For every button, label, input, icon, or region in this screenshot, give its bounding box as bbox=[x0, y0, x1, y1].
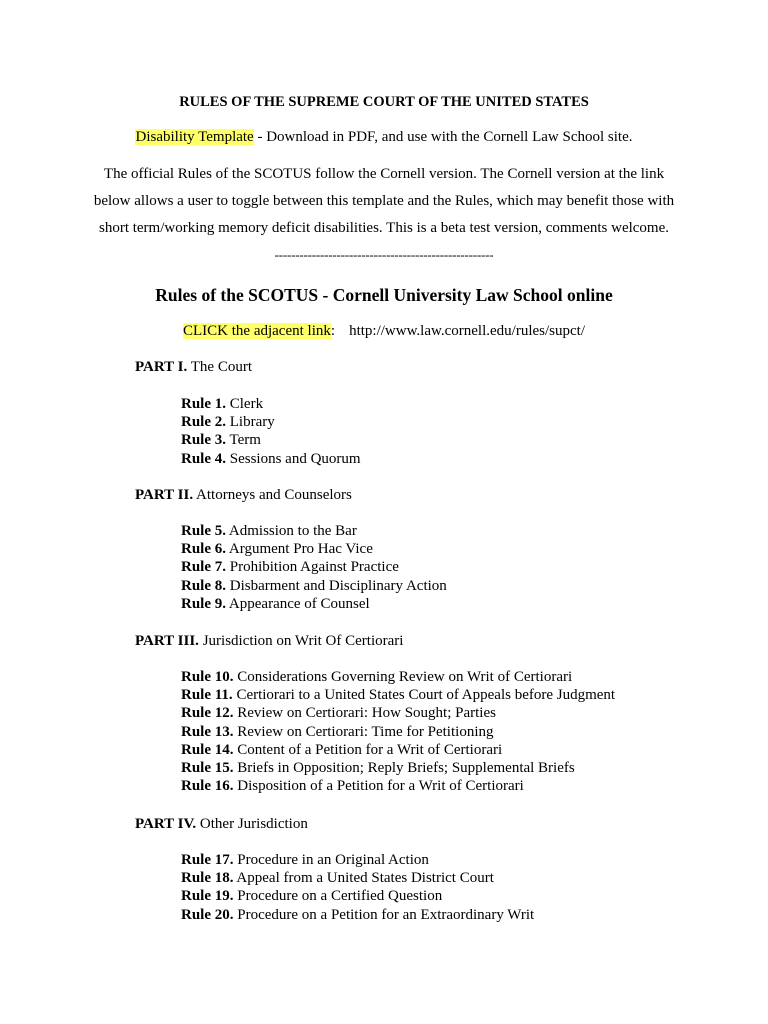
rule-number: Rule 20. bbox=[181, 906, 234, 923]
document-title: RULES OF THE SUPREME COURT OF THE UNITED STATES bbox=[179, 94, 589, 110]
rule-item bbox=[181, 450, 361, 468]
rule-number: Rule 7. bbox=[181, 559, 226, 576]
rule-item bbox=[181, 686, 615, 704]
rule-number: Rule 1. bbox=[181, 396, 226, 412]
rule-number: Rule 16. bbox=[181, 778, 234, 795]
part-2-heading bbox=[135, 486, 352, 504]
rule-title: Argument Pro Hac Vice bbox=[226, 541, 373, 558]
rule-item bbox=[181, 431, 361, 449]
rule-title: Clerk bbox=[226, 396, 264, 412]
rule-number: Rule 13. bbox=[181, 723, 234, 740]
rule-title: Disposition of a Petition for a Writ of Certiorari bbox=[233, 778, 524, 795]
rule-title: Certiorari to a United States Court of Appeals before Judgment bbox=[232, 687, 616, 704]
rule-number: Rule 17. bbox=[181, 852, 234, 868]
part-2-rule-list bbox=[181, 522, 447, 613]
rule-title: Procedure in an Original Action bbox=[233, 852, 429, 868]
rule-number: Rule 19. bbox=[181, 888, 234, 905]
disability-template-link[interactable]: Disability Template bbox=[135, 129, 254, 145]
rule-number: Rule 15. bbox=[181, 759, 234, 776]
cornell-url-link[interactable]: http://www.law.cornell.edu/rules/supct/ bbox=[349, 323, 585, 339]
rule-title: Term bbox=[226, 432, 261, 449]
rule-number: Rule 4. bbox=[181, 450, 226, 467]
rule-title: Considerations Governing Review on Writ of Certiorari bbox=[233, 669, 573, 685]
rule-number: Rule 12. bbox=[181, 705, 234, 722]
rule-title: Appeal from a United States District Court bbox=[233, 870, 494, 887]
rule-number: Rule 2. bbox=[181, 414, 226, 431]
rule-title: Disbarment and Disciplinary Action bbox=[226, 577, 447, 594]
rule-number: Rule 10. bbox=[181, 669, 234, 685]
rule-title: Library bbox=[226, 414, 275, 431]
rule-number: Rule 5. bbox=[181, 523, 226, 539]
rule-number: Rule 18. bbox=[181, 870, 234, 887]
rule-title: Content of a Petition for a Writ of Certiorari bbox=[233, 741, 503, 758]
rule-title: Briefs in Opposition; Reply Briefs; Supplemental Briefs bbox=[233, 759, 575, 776]
rule-title: Admission to the Bar bbox=[226, 523, 357, 539]
part-title: Attorneys and Counselors bbox=[193, 487, 352, 503]
rule-title: Prohibition Against Practice bbox=[226, 559, 399, 576]
click-link-line bbox=[0, 321, 768, 341]
rule-item bbox=[181, 759, 615, 777]
click-link-colon: : bbox=[330, 323, 336, 339]
part-label: PART III. bbox=[135, 633, 199, 649]
part-title: Jurisdiction on Writ Of Certiorari bbox=[198, 633, 404, 649]
rule-title: Review on Certiorari: How Sought; Parties bbox=[233, 705, 496, 722]
separator-line: ----------------------------------------------------- bbox=[274, 247, 494, 262]
rule-title: Procedure on a Petition for an Extraordinary Writ bbox=[233, 906, 535, 923]
rule-item bbox=[181, 777, 615, 795]
rule-number: Rule 3. bbox=[181, 432, 226, 449]
rule-number: Rule 9. bbox=[181, 595, 226, 612]
part-label: PART I. bbox=[135, 359, 188, 375]
part-title: The Court bbox=[187, 359, 252, 375]
rule-item bbox=[181, 522, 447, 540]
rule-title: Review on Certiorari: Time for Petitioning bbox=[233, 723, 494, 740]
part-title: Other Jurisdiction bbox=[196, 816, 308, 832]
part-4-rule-list bbox=[181, 851, 534, 924]
rule-title: Sessions and Quorum bbox=[226, 450, 361, 467]
rule-number: Rule 6. bbox=[181, 541, 226, 558]
click-link-label: CLICK the adjacent link bbox=[183, 323, 331, 339]
rule-number: Rule 11. bbox=[181, 687, 233, 704]
rule-item bbox=[181, 668, 615, 686]
rule-title: Appearance of Counsel bbox=[226, 595, 370, 612]
rule-item bbox=[181, 704, 615, 722]
intro-line-3: short term/working memory deficit disabilities. This is a beta test version, comments welcome. bbox=[98, 220, 670, 236]
rule-item bbox=[181, 906, 534, 924]
rule-item bbox=[181, 851, 534, 869]
rule-item bbox=[181, 869, 534, 887]
cornell-heading: Rules of the SCOTUS - Cornell University Law School online bbox=[155, 285, 613, 305]
part-label: PART IV. bbox=[135, 816, 197, 832]
part-3-rule-list bbox=[181, 668, 615, 795]
rule-item bbox=[181, 887, 534, 905]
intro-line-1: The official Rules of the SCOTUS follow the Cornell version. The Cornell version at the link bbox=[103, 166, 665, 182]
part-1-rule-list bbox=[181, 395, 361, 468]
rule-item bbox=[181, 540, 447, 558]
rule-item bbox=[181, 395, 361, 413]
template-line bbox=[0, 127, 768, 147]
part-label: PART II. bbox=[135, 487, 194, 503]
rule-number: Rule 14. bbox=[181, 741, 234, 758]
rule-item bbox=[181, 558, 447, 576]
intro-line-2: below allows a user to toggle between this template and the Rules, which may benefit those with bbox=[93, 193, 675, 209]
rule-item bbox=[181, 595, 447, 613]
part-3-heading bbox=[135, 632, 403, 650]
part-4-heading bbox=[135, 815, 308, 833]
rule-item bbox=[181, 723, 615, 741]
rule-number: Rule 8. bbox=[181, 577, 226, 594]
rule-item bbox=[181, 741, 615, 759]
rule-title: Procedure on a Certified Question bbox=[233, 888, 443, 905]
rule-item bbox=[181, 577, 447, 595]
part-1-heading bbox=[135, 358, 252, 376]
template-description: - Download in PDF, and use with the Cornell Law School site. bbox=[253, 129, 633, 145]
rule-item bbox=[181, 413, 361, 431]
